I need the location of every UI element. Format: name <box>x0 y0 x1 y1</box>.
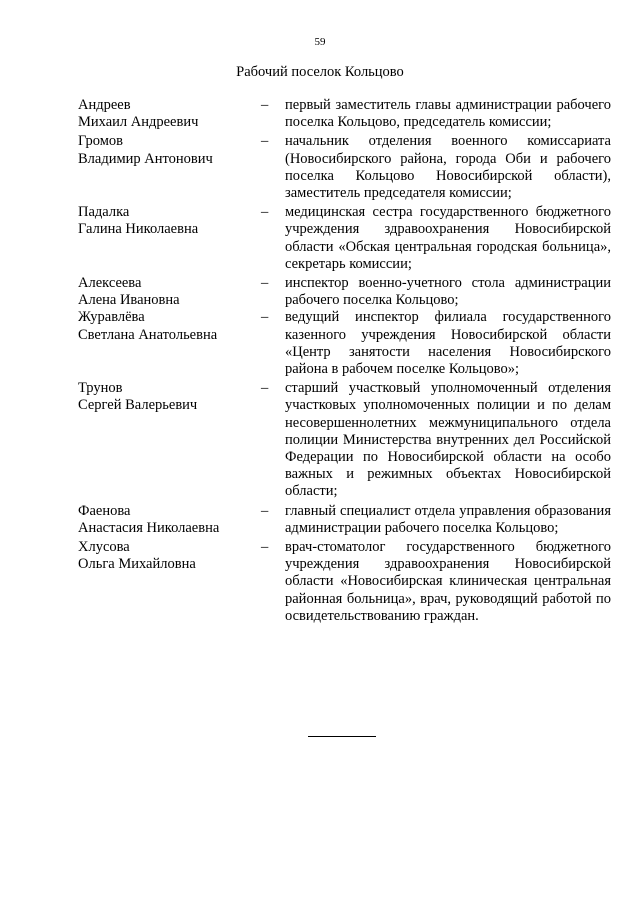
member-given-name: Сергей Валерьевич <box>78 397 198 414</box>
member-given-name: Алена Ивановна <box>78 292 180 309</box>
member-name <box>78 97 261 131</box>
member-surname: Журавлёва <box>78 309 145 326</box>
member-role: начальник отделения военного комиссариата (Новосибирского района, города Оби и рабочего поселка Кольцово Новосибирской области), заместитель председателя комиссии; <box>285 133 611 202</box>
member-surname: Хлусова <box>78 539 130 556</box>
member-name <box>78 309 261 378</box>
member-given-name: Владимир Антонович <box>78 150 213 167</box>
member-dash: – <box>261 502 269 519</box>
member-entry <box>78 503 611 537</box>
member-role: медицинская сестра государственного бюджетного учреждения здравоохранения Новосибирской области «Обская центральная городская больница», секретарь комиссии; <box>285 204 611 272</box>
member-dash: – <box>261 133 269 150</box>
member-name <box>78 275 261 309</box>
member-surname: Андреев <box>78 97 131 113</box>
member-given-name: Светлана Анатольевна <box>78 326 218 343</box>
member-role: главный специалист отдела управления образования администрации рабочего поселка Кольцово; <box>285 502 611 536</box>
member-dash: – <box>261 275 269 292</box>
member-name <box>78 204 261 273</box>
member-entry <box>78 204 611 273</box>
member-dash: – <box>261 309 269 326</box>
member-name <box>78 380 261 500</box>
member-entry <box>78 275 611 309</box>
member-entry <box>78 539 611 625</box>
member-given-name: Анастасия Николаевна <box>78 519 220 536</box>
member-entry <box>78 380 611 500</box>
member-name <box>78 539 261 625</box>
member-surname: Фаенова <box>78 502 131 519</box>
member-dash: – <box>261 539 269 556</box>
member-entry <box>78 133 611 202</box>
member-dash: – <box>261 204 269 221</box>
member-role: первый заместитель главы администрации рабочего поселка Кольцово, председатель комиссии; <box>285 97 611 131</box>
member-name <box>78 133 261 202</box>
member-dash: – <box>261 380 269 397</box>
member-given-name: Михаил Андреевич <box>78 114 199 131</box>
page-number: 59 <box>314 36 326 48</box>
member-surname: Трунов <box>78 380 123 397</box>
member-given-name: Галина Николаевна <box>78 221 199 238</box>
member-surname: Громов <box>78 133 123 150</box>
member-role: старший участковый уполномоченный отделения участковых уполномоченных полиции и по делам несовершеннолетних межмуниципального отдела полиции Министерства внутренних дел Российской Федерации по Новосибирской области на особо важных и режимных объектах Новосибирской области; <box>285 380 611 500</box>
member-role: врач-стоматолог государственного бюджетного учреждения здравоохранения Новосибирской области «Новосибирская клиническая центральная районная больница», врач, руководящий работой по освидетельствованию граждан. <box>285 539 611 624</box>
member-dash: – <box>261 97 269 113</box>
commission-members-list <box>78 97 611 625</box>
member-role: инспектор военно-учетного стола администрации рабочего поселка Кольцово; <box>285 275 611 309</box>
member-surname: Падалка <box>78 204 130 221</box>
section-title: Рабочий поселок Кольцово <box>236 64 404 80</box>
closing-divider <box>308 736 376 737</box>
member-entry <box>78 309 611 378</box>
member-entry <box>78 97 611 131</box>
member-surname: Алексеева <box>78 275 142 292</box>
member-name <box>78 503 261 537</box>
member-given-name: Ольга Михайловна <box>78 556 196 573</box>
member-role: ведущий инспектор филиала государственного казенного учреждения Новосибирской области «Центр занятости населения Новосибирского района в рабочем поселке Кольцово»; <box>285 309 611 378</box>
